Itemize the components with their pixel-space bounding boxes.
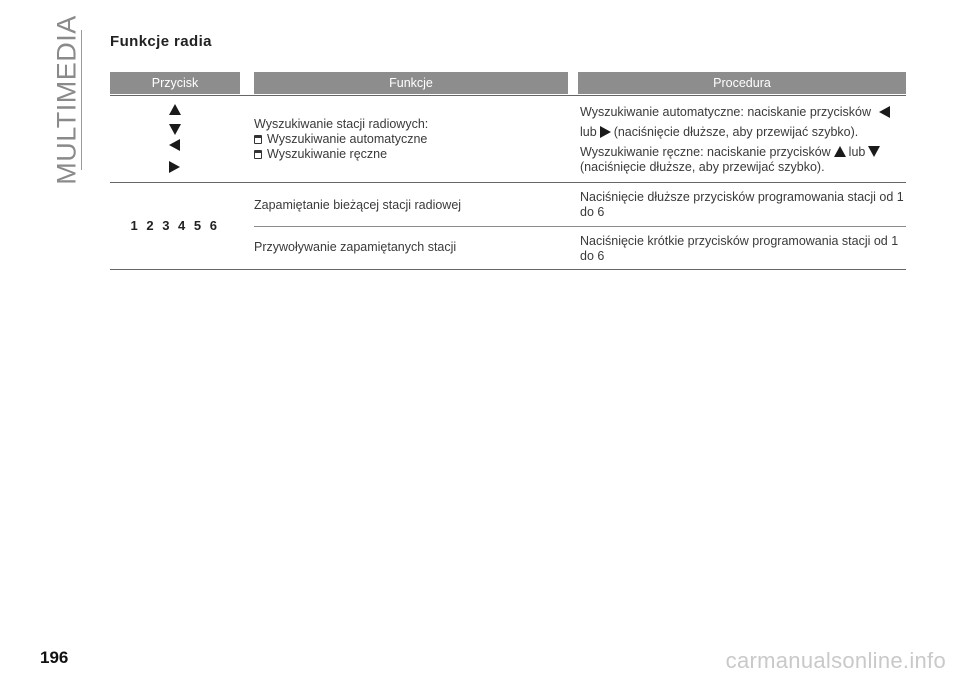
sub-row-divider — [254, 226, 906, 227]
column-header-button: Przycisk — [110, 72, 240, 94]
list-item: Wyszukiwanie automatyczne — [254, 132, 568, 147]
right-triangle-icon — [169, 161, 180, 173]
right-triangle-icon — [600, 126, 611, 138]
procedure-line: Wyszukiwanie ręczne: naciskanie przycisków lub — [580, 145, 906, 160]
column-header-procedure: Procedura — [578, 72, 906, 94]
procedure-line: (naciśnięcie dłuższe, aby przewijać szybko). — [580, 160, 825, 174]
up-triangle-icon — [834, 146, 846, 157]
down-triangle-icon — [169, 124, 181, 135]
function-cell-recall: Przywoływanie zapamiętanych stacji — [254, 240, 457, 254]
procedure-line: Wyszukiwanie automatyczne: naciskanie przycisków — [580, 105, 906, 120]
row-divider — [110, 182, 906, 183]
left-triangle-icon — [169, 139, 180, 151]
procedure-cell-store: Naciśnięcie dłuższe przycisków programowania stacji od 1 do 6 — [580, 190, 904, 219]
section-label-text: MULTIMEDIA — [51, 15, 82, 185]
down-triangle-icon — [868, 146, 880, 157]
up-triangle-icon — [169, 104, 181, 115]
function-intro: Wyszukiwanie stacji radiowych: — [254, 117, 429, 131]
function-cell-search — [254, 117, 568, 162]
section-label — [51, 15, 82, 185]
bullet-icon — [254, 150, 262, 159]
procedure-cell-recall: Naciśnięcie krótkie przycisków programowania stacji od 1 do 6 — [580, 234, 899, 263]
procedure-cell-search — [580, 105, 906, 175]
page-number: 196 — [40, 648, 69, 667]
left-triangle-icon — [879, 106, 890, 118]
procedure-line: lub (naciśnięcie dłuższe, aby przewijać szybko). — [580, 125, 859, 139]
watermark: carmanualsonline.info — [725, 648, 946, 673]
section-divider — [81, 30, 82, 170]
page-title: Funkcje radia — [110, 33, 212, 50]
header-underline — [110, 95, 906, 96]
column-header-function: Funkcje — [254, 72, 568, 94]
function-cell-store: Zapamiętanie bieżącej stacji radiowej — [254, 198, 462, 212]
preset-buttons-label: 1 2 3 4 5 6 — [130, 218, 220, 233]
bullet-icon — [254, 135, 262, 144]
list-item: Wyszukiwanie ręczne — [254, 147, 568, 162]
table-bottom-rule — [110, 269, 906, 270]
